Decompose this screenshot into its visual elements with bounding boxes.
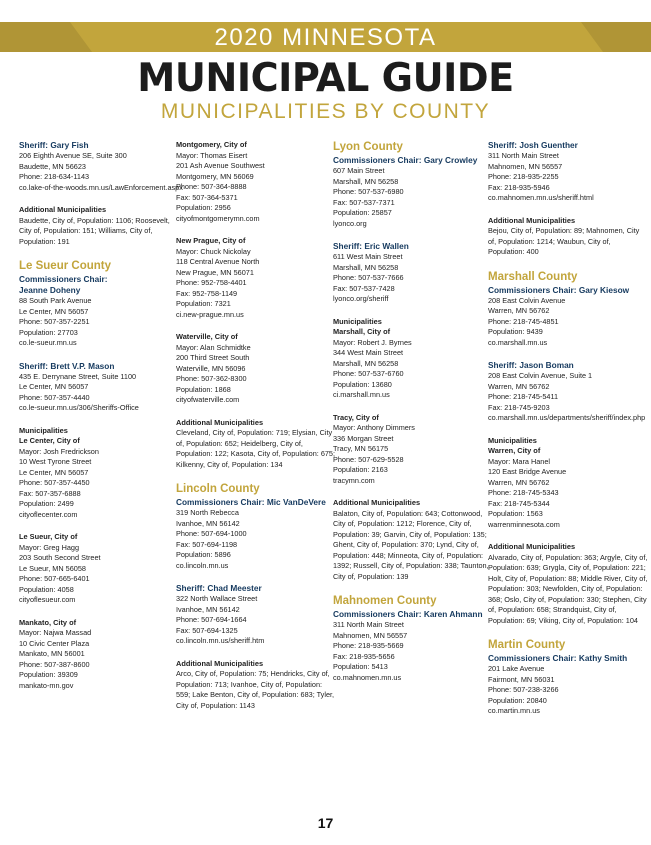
directory-entry (176, 236, 336, 320)
detail-line: 322 North Wallace Street (176, 594, 258, 603)
detail-line: tracymn.com (333, 475, 375, 485)
detail-line: Population: 7321 (176, 299, 231, 308)
official-heading: Commissioners Chair: Gary Crowley (333, 155, 478, 165)
detail-line: Phone: 218-745-5411 (488, 392, 559, 401)
directory-entry (333, 594, 493, 683)
detail-line: Le Center, MN 56057 (19, 467, 89, 477)
detail-line: Mahnomen, MN 56557 (488, 161, 563, 171)
detail-line: Fax: 507-357-6888 (19, 488, 81, 498)
section-heading: Municipalities (488, 435, 537, 445)
detail-line: ci.new-prague.mn.us (176, 309, 244, 319)
detail-line: 118 Central Avenue North (176, 257, 260, 266)
detail-line: warrenminnesota.com (488, 519, 560, 529)
detail-line: Fax: 507-694-1198 (176, 539, 238, 549)
directory-entry (488, 542, 648, 626)
detail-line: cityofwaterville.com (176, 395, 240, 404)
detail-line: 311 North Main Street (333, 620, 404, 629)
detail-line: Warren, MN 56762 (488, 477, 550, 487)
detail-line: cityoflesueur.com (19, 595, 76, 604)
detail-line: Phone: 507-357-4450 (19, 478, 90, 487)
detail-line: Le Center, MN 56057 (19, 382, 89, 391)
column-1 (19, 140, 183, 703)
detail-line: Population: 20840 (488, 695, 547, 705)
directory-entry (488, 216, 648, 258)
detail-line: cityofmontgomerymn.com (176, 213, 260, 223)
detail-line: Fax: 507-694-1325 (176, 625, 238, 635)
detail-line: Phone: 507-364-8888 (176, 182, 247, 191)
column-3 (333, 140, 493, 695)
official-heading: Sheriff: Gary Fish (19, 140, 89, 150)
detail-line: Population: 27703 (19, 327, 78, 337)
detail-line: Phone: 507-694-1000 (176, 529, 247, 538)
detail-line: Phone: 507-537-7666 (333, 273, 404, 282)
detail-line: Mayor: Greg Hagg (19, 542, 80, 552)
detail-line: Phone: 507-537-6980 (333, 187, 404, 196)
directory-entry (488, 638, 648, 717)
detail-line: 607 Main Street (333, 166, 385, 175)
detail-line: Baudette, MN 56623 (19, 161, 86, 171)
detail-line: 206 Eighth Avenue SE, Suite 300 (19, 151, 127, 160)
detail-line: Population: 9439 (488, 327, 543, 336)
official-heading: Commissioners Chair: (19, 274, 108, 284)
detail-line: Phone: 507-665-6401 (19, 574, 90, 583)
detail-line: 200 Third Street South (176, 353, 250, 362)
directory-entry (19, 618, 179, 692)
section-heading: Municipalities (19, 425, 68, 435)
section-heading: Tracy, City of (333, 412, 379, 422)
detail-line: co.le-sueur.mn.us (19, 338, 77, 347)
detail-line: Fairmont, MN 56031 (488, 674, 555, 684)
detail-line: 344 West Main Street (333, 348, 404, 357)
official-heading: Commissioners Chair: Mic VanDeVere (176, 497, 326, 507)
county-name: Mahnomen County (333, 595, 437, 607)
official-heading: Commissioners Chair: Gary Kiesow (488, 284, 630, 295)
directory-entry (19, 532, 179, 606)
municipality-name: Warren, City of (488, 446, 541, 455)
section-heading: Additional Municipalities (176, 658, 264, 668)
detail-line: mankato-mn.gov (19, 680, 74, 690)
official-heading: Commissioners Chair: Kathy Smith (488, 653, 628, 663)
directory-entry (176, 659, 336, 712)
detail-line: 10 West Tyrone Street (19, 457, 92, 466)
official-heading: Sheriff: Jason Boman (488, 360, 574, 370)
detail-line: 208 East Colvin Avenue, Suite 1 (488, 371, 593, 380)
detail-line: Population: 39309 (19, 670, 78, 679)
detail-line: Phone: 218-745-5343 (488, 488, 559, 497)
detail-line: Population: 25857 (333, 208, 392, 217)
section-heading: Mankato, City of (19, 617, 77, 627)
detail-line: Mayor: Chuck Nickolay (176, 246, 251, 256)
detail-line: 311 North Main Street (488, 151, 559, 160)
detail-line: Mayor: Josh Fredrickson (19, 446, 99, 456)
detail-line: Phone: 507-357-4440 (19, 392, 90, 402)
directory-entry (176, 140, 336, 224)
detail-line: Mayor: Thomas Eisert (176, 150, 248, 160)
detail-line: Warren, MN 56762 (488, 306, 550, 315)
detail-line: Phone: 507-238-3266 (488, 685, 559, 694)
detail-line: Mayor: Alan Schmidtke (176, 342, 251, 352)
detail-line: Fax: 218-745-9203 (488, 402, 550, 412)
directory-entry (488, 360, 648, 424)
section-heading: New Prague, City of (176, 236, 246, 245)
detail-line: 319 North Rebecca (176, 508, 239, 517)
page-title: MUNICIPAL GUIDE (137, 56, 514, 101)
directory-entry (176, 418, 336, 471)
detail-line: Population: 2499 (19, 499, 74, 508)
directory-entry (176, 332, 336, 406)
detail-line: Ivanhoe, MN 56142 (176, 604, 240, 614)
detail-line: Marshall, MN 56258 (333, 262, 399, 272)
detail-line: Population: 5413 (333, 662, 388, 671)
county-name: Le Sueur County (19, 260, 112, 272)
county-name: Lincoln County (176, 483, 260, 495)
detail-line: Phone: 507-357-2251 (19, 317, 90, 326)
detail-line: Fax: 507-364-5371 (176, 192, 238, 202)
detail-line: Le Center, MN 56057 (19, 306, 89, 316)
municipality-name: Marshall, City of (333, 327, 391, 336)
detail-line: Tracy, MN 56175 (333, 444, 389, 453)
directory-entry (488, 436, 648, 531)
official-heading: Sheriff: Brett V.P. Mason (19, 360, 115, 371)
directory-entry (176, 482, 336, 571)
detail-line: Fax: 218-745-5344 (488, 498, 550, 508)
official-heading: Sheriff: Eric Wallen (333, 241, 409, 251)
municipality-list: Baudette, City of, Population: 1106; Roosevelt, City of, Population: 151; Williams, City of, Population: 191 (19, 215, 170, 246)
detail-line: Waterville, MN 56096 (176, 363, 246, 373)
detail-line: lyonco.org/sheriff (333, 294, 389, 303)
detail-line: Phone: 218-935-2255 (488, 172, 559, 181)
detail-line: Fax: 507-537-7428 (333, 283, 395, 293)
directory-entry (176, 583, 336, 647)
directory-entry (19, 259, 179, 349)
directory-entry (19, 140, 183, 193)
detail-line: Warren, MN 56762 (488, 381, 550, 391)
county-name: Martin County (488, 639, 566, 651)
detail-line: Mayor: Anthony Dimmers (333, 423, 415, 432)
detail-line: Population: 5896 (176, 550, 231, 559)
directory-entry (488, 270, 648, 349)
detail-line: Fax: 218-935-5656 (333, 651, 395, 661)
official-heading: Sheriff: Josh Guenther (488, 140, 578, 150)
detail-line: Phone: 218-935-5669 (333, 641, 404, 650)
detail-line: Population: 4058 (19, 584, 74, 594)
municipality-name: Le Center, City of (19, 436, 80, 445)
detail-line: co.marshall.mn.us/departments/sheriff/index.php (488, 413, 646, 422)
detail-line: co.martin.mn.us (488, 706, 540, 715)
section-heading: Municipalities (333, 316, 382, 326)
directory-entry (333, 498, 493, 582)
detail-line: Le Sueur, MN 56058 (19, 563, 86, 573)
detail-line: 120 East Bridge Avenue (488, 467, 567, 476)
detail-line: co.lincoln.mn.us (176, 560, 229, 570)
page-subtitle: MUNICIPALITIES BY COUNTY (160, 100, 491, 123)
detail-line: Fax: 952-758-1149 (176, 288, 238, 298)
detail-line: Phone: 952-758-4401 (176, 278, 247, 287)
official-heading: Commissioners Chair: Karen Ahmann (333, 609, 483, 619)
detail-line: Phone: 218-745-4851 (488, 316, 559, 326)
county-name: Marshall County (488, 270, 578, 283)
detail-line: 88 South Park Avenue (19, 296, 92, 305)
directory-entry (333, 241, 493, 305)
detail-line: lyonco.org (333, 218, 367, 228)
detail-line: Population: 1868 (176, 384, 231, 394)
directory-entry (333, 413, 493, 487)
detail-line: Mahnomen, MN 56557 (333, 630, 408, 640)
detail-line: 611 West Main Street (333, 252, 403, 261)
section-heading: Additional Municipalities (333, 498, 421, 507)
detail-line: Population: 1563 (488, 509, 543, 518)
detail-line: ci.marshall.mn.us (333, 390, 390, 399)
detail-line: Phone: 218-634-1143 (19, 172, 90, 181)
detail-line: New Prague, MN 56071 (176, 267, 254, 277)
detail-line: Population: 2956 (176, 203, 231, 212)
detail-line: Fax: 218-935-5946 (488, 182, 550, 192)
detail-line: 208 East Colvin Avenue (488, 295, 566, 305)
detail-line: co.lincoln.mn.us/sheriff.htm (176, 636, 265, 645)
column-2 (176, 140, 336, 723)
section-heading: Additional Municipalities (488, 542, 576, 551)
municipality-list: Arco, City of, Population: 75; Hendricks, City of, Population: 713; Ivanhoe, City of, Population: 559; Lake Benton, City of, Population: 683; Tyler, City of, Population: 1143 (176, 669, 335, 710)
column-4 (488, 140, 648, 729)
county-name: Lyon County (333, 141, 403, 153)
page-number: 17 (317, 815, 334, 831)
detail-line: co.lake-of-the-woods.mn.us/LawEnforcement.aspx (19, 182, 183, 192)
section-heading: Waterville, City of (176, 332, 238, 341)
directory-entry (19, 361, 179, 414)
detail-line: Phone: 507-537-6760 (333, 369, 404, 378)
detail-line: co.mahnomen.mn.us/sheriff.html (488, 193, 594, 202)
detail-line: Mankato, MN 56001 (19, 649, 85, 658)
detail-line: 201 Ash Avenue Southwest (176, 161, 265, 170)
official-name: Jeanne Doheny (19, 285, 81, 295)
detail-line: 10 Civic Center Plaza (19, 638, 90, 648)
municipality-list: Balaton, City of, Population: 643; Cottonwood, City of, Population: 1212; Florence, City of, Population: 39; Garvin, City of, Population: 135; Ghent, City of, Population: 370; Lynd, City of, Population: 448; Minneota, City of, Population: 1392; Russell, City of, Population: 338; Taunton, City of, Population: 139 (333, 508, 489, 581)
municipality-list: Bejou, City of, Population: 89; Mahnomen, City of, Population: 1214; Waubun, City of, Population: 400 (488, 226, 640, 256)
detail-line: Population: 13680 (333, 379, 392, 389)
detail-line: cityoflecenter.com (19, 509, 78, 519)
detail-line: 201 Lake Avenue (488, 664, 545, 673)
detail-line: Montgomery, MN 56069 (176, 171, 254, 181)
detail-line: Mayor: Robert J. Byrnes (333, 337, 412, 347)
section-heading: Additional Municipalities (488, 215, 576, 225)
detail-line: Marshall, MN 56258 (333, 358, 399, 368)
detail-line: Ivanhoe, MN 56142 (176, 518, 240, 528)
section-heading: Additional Municipalities (176, 417, 264, 427)
detail-line: 203 South Second Street (19, 553, 101, 562)
directory-entry (19, 205, 179, 247)
directory-entry (333, 140, 493, 229)
header-top-title: 2020 MINNESOTA (214, 24, 437, 51)
detail-line: Phone: 507-362-8300 (176, 374, 247, 383)
directory-entry (488, 140, 648, 204)
directory-entry (333, 317, 493, 401)
detail-line: co.mahnomen.mn.us (333, 672, 402, 682)
directory-entry (19, 426, 179, 521)
detail-line: Marshall, MN 56258 (333, 176, 399, 186)
detail-line: 336 Morgan Street (333, 433, 394, 443)
detail-line: 435 E. Derrynane Street, Suite 1100 (19, 371, 137, 381)
detail-line: Phone: 507-694-1664 (176, 615, 247, 624)
detail-line: Mayor: Mara Hanel (488, 456, 551, 466)
section-heading: Montgomery, City of (176, 140, 247, 149)
municipality-list: Cleveland, City of, Population: 719; Elysian, City of, Population: 652; Heidelberg, City of, Population: 122; Kasota, City of, Population: 675; Kilkenny, City of, Population: 134 (176, 428, 336, 469)
section-heading: Additional Municipalities (19, 205, 107, 214)
section-heading: Le Sueur, City of (19, 532, 78, 541)
detail-line: Mayor: Najwa Massad (19, 628, 92, 637)
municipality-list: Alvarado, City of, Population: 363; Argyle, City of, Population: 639; Grygla, City of, Population: 221; Holt, City of, Population: 88; Middle River, City of, Population: 303; Newfolden, City of, Population: 368; Oslo, City of, Population: 330; Stephen, City of, Population: 658; Strandquist, City of, Population: 69; Viking, City of, Population: 104 (488, 552, 648, 625)
detail-line: Phone: 507-387-8600 (19, 659, 90, 669)
detail-line: Phone: 507-629-5528 (333, 454, 404, 464)
official-heading: Sheriff: Chad Meester (176, 583, 262, 593)
detail-line: co.marshall.mn.us (488, 337, 548, 347)
detail-line: co.le-sueur.mn.us/306/Sheriffs-Office (19, 403, 139, 412)
detail-line: Fax: 507-537-7371 (333, 197, 395, 207)
detail-line: Population: 2163 (333, 465, 388, 474)
